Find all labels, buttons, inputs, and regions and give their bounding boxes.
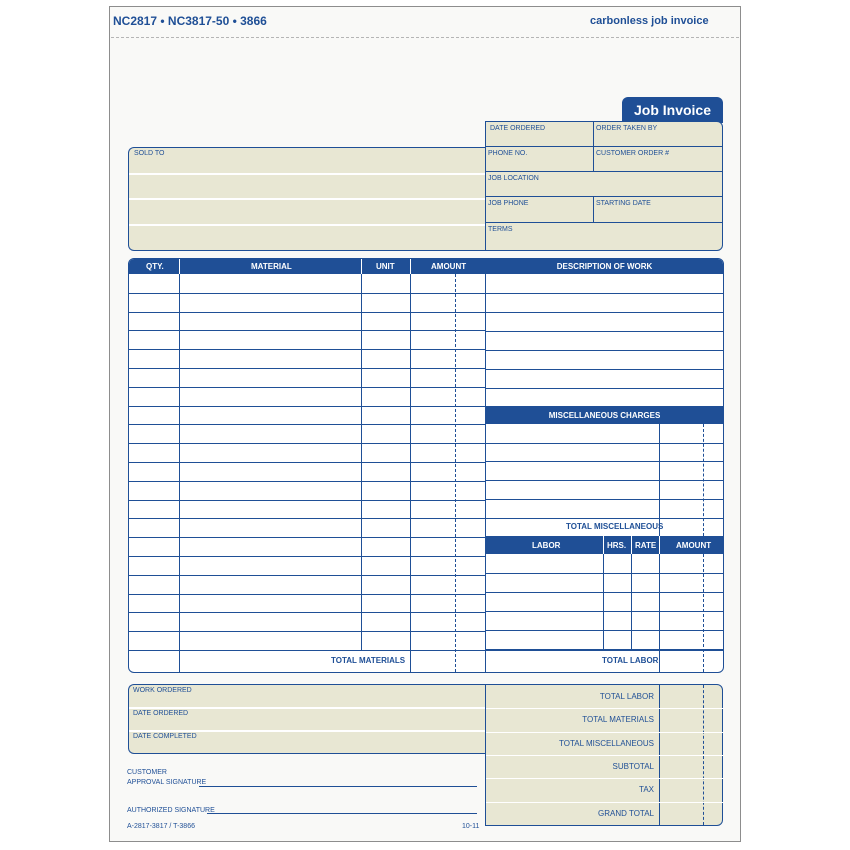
materials-row-line xyxy=(129,481,485,482)
materials-row-line xyxy=(129,330,485,331)
misc-row-line xyxy=(486,499,723,500)
work-details-box xyxy=(128,684,487,754)
job-location-label: JOB LOCATION xyxy=(488,175,539,182)
labor-row-line xyxy=(486,573,723,574)
summary-total-miscellaneous-label: TOTAL MISCELLANEOUS xyxy=(559,739,654,748)
description-row-line xyxy=(486,312,723,313)
material-header: MATERIAL xyxy=(251,262,292,271)
summary-grand-total-label: GRAND TOTAL xyxy=(597,809,654,818)
date-code: 10-11 xyxy=(462,823,480,830)
total-misc-label: TOTAL MISCELLANEOUS xyxy=(566,522,664,531)
perforation-line xyxy=(111,37,739,38)
summary-row-line xyxy=(486,778,723,779)
materials-row-line xyxy=(129,631,485,632)
materials-row-line xyxy=(129,349,485,350)
labor-row-line xyxy=(486,630,723,631)
summary-tax-label: TAX xyxy=(639,785,654,794)
terms-label: TERMS xyxy=(488,226,513,233)
work-ordered-label: WORK ORDERED xyxy=(133,687,192,694)
materials-row-line xyxy=(129,500,485,501)
authorized-signature-label: AUTHORIZED SIGNATURE xyxy=(127,807,215,814)
model-numbers: NC2817 • NC3817-50 • 3866 xyxy=(113,14,267,28)
summary-row-line xyxy=(486,755,723,756)
approval-signature-line xyxy=(199,786,477,787)
summary-row-line xyxy=(486,802,723,803)
phone-no-label: PHONE NO. xyxy=(488,150,528,157)
materials-row-line xyxy=(129,556,485,557)
job-phone-label: JOB PHONE xyxy=(488,200,529,207)
description-row-line xyxy=(486,369,723,370)
description-row-line xyxy=(486,350,723,351)
materials-row-line xyxy=(129,312,485,313)
bottom-date-ordered-label: DATE ORDERED xyxy=(133,710,189,717)
labor-row-line xyxy=(486,592,723,593)
labor-amount-header: AMOUNT xyxy=(676,541,712,550)
summary-row-line xyxy=(486,708,723,709)
misc-row-line xyxy=(486,443,723,444)
description-row-line xyxy=(486,331,723,332)
materials-row-line xyxy=(129,424,485,425)
misc-row-line xyxy=(486,480,723,481)
materials-row-line xyxy=(129,537,485,538)
materials-row-line xyxy=(129,575,485,576)
labor-header: LABOR xyxy=(532,541,561,550)
amount-header: AMOUNT xyxy=(431,262,467,271)
total-materials-label: TOTAL MATERIALS xyxy=(331,656,406,665)
summary-subtotal-label: SUBTOTAL xyxy=(612,762,654,771)
order-taken-by-label: ORDER TAKEN BY xyxy=(596,125,658,132)
materials-row-line xyxy=(129,462,485,463)
description-row-line xyxy=(486,388,723,389)
date-completed-label: DATE COMPLETED xyxy=(133,733,197,740)
materials-row-line xyxy=(129,387,485,388)
materials-row-line xyxy=(129,406,485,407)
unit-header: UNIT xyxy=(376,262,395,271)
description-header-bar: DESCRIPTION OF WORK xyxy=(486,259,723,274)
qty-header: QTY. xyxy=(146,262,164,271)
authorized-signature-line xyxy=(207,813,477,814)
starting-date-label: STARTING DATE xyxy=(596,200,651,207)
summary-total-labor-label: TOTAL LABOR xyxy=(599,692,654,701)
summary-total-materials-label: TOTAL MATERIALS xyxy=(582,715,654,724)
date-ordered-label: DATE ORDERED xyxy=(490,125,546,132)
total-labor-label: TOTAL LABOR xyxy=(602,656,659,665)
order-info-box xyxy=(485,121,723,251)
materials-row-line xyxy=(129,594,485,595)
misc-charges-header-bar: MISCELLANEOUS CHARGES xyxy=(486,406,723,424)
hrs-header: HRS. xyxy=(607,541,627,550)
materials-row-line xyxy=(129,293,485,294)
form-code: A-2817-3817 / T-3866 xyxy=(127,823,195,830)
materials-row-line xyxy=(129,368,485,369)
description-row-line xyxy=(486,293,723,294)
summary-row-line xyxy=(486,732,723,733)
sold-to-label: SOLD TO xyxy=(134,150,165,157)
materials-row-line xyxy=(129,612,485,613)
misc-row-line xyxy=(486,518,723,519)
approval-signature-label: APPROVAL SIGNATURE xyxy=(127,779,207,786)
product-name: carbonless job invoice xyxy=(590,15,709,27)
labor-row-line xyxy=(486,611,723,612)
materials-row-line xyxy=(129,518,485,519)
form-title-tab: Job Invoice xyxy=(622,97,723,123)
customer-order-label: CUSTOMER ORDER # xyxy=(596,150,669,157)
materials-row-line xyxy=(129,443,485,444)
misc-row-line xyxy=(486,461,723,462)
rate-header: RATE xyxy=(635,541,657,550)
customer-label: CUSTOMER xyxy=(127,769,167,776)
